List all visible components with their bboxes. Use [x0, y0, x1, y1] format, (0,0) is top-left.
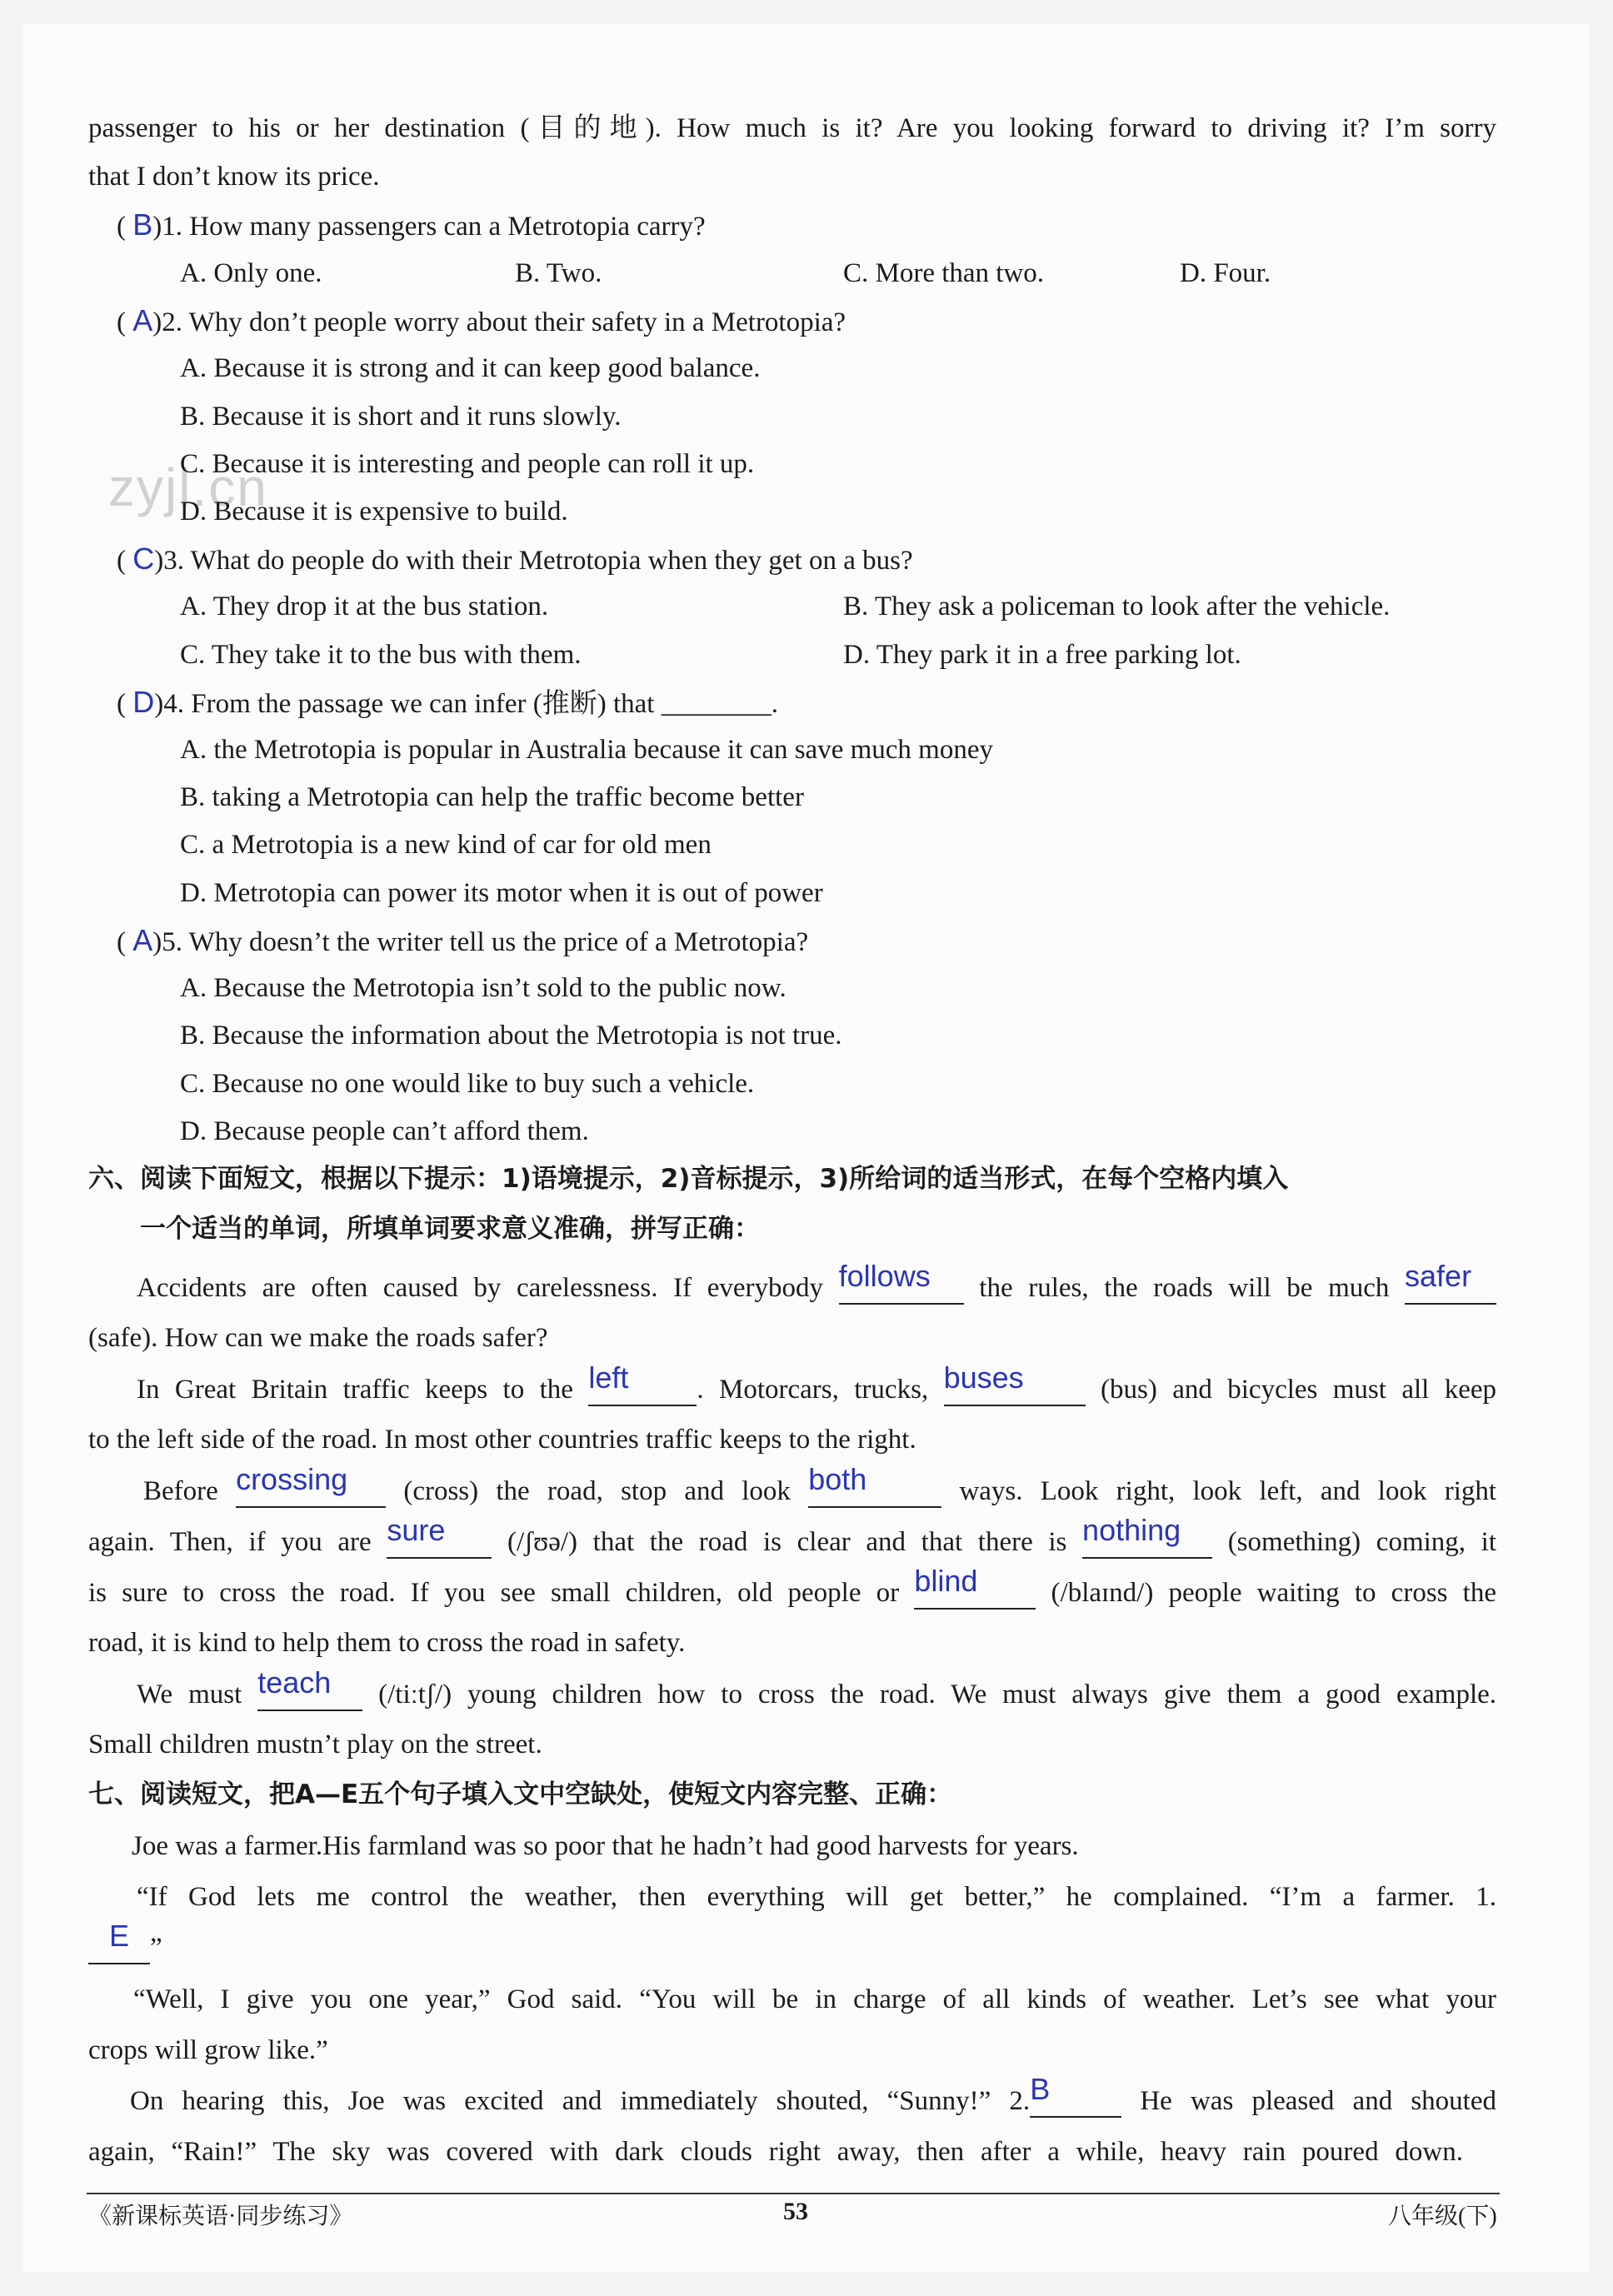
s7-text: ” — [150, 1933, 162, 1963]
q5-option-d: D. Because people can’t afford them. — [180, 1116, 589, 1146]
answer-sure: sure — [387, 1513, 446, 1547]
s6-text: ways. Look right, look left, and look right — [959, 1476, 1497, 1506]
question-2-stem: )2. Why don’t people worry about their safety in a Metrotopia? — [152, 307, 846, 337]
s6-text: In Great Britain traffic keeps to the — [137, 1375, 573, 1405]
watermark: zyjl.cn — [108, 457, 268, 517]
question-1-stem: )1. How many passengers can a Metrotopia carry? — [152, 212, 706, 242]
section-6-heading-1: 六、阅读下面短文，根据以下提示：1)语境提示，2)音标提示，3)所给词的适当形式，在每个空格内填入 — [88, 1164, 1289, 1194]
answer-left: left — [588, 1360, 629, 1395]
q2-option-b: B. Because it is short and it runs slowly. — [180, 402, 622, 432]
s6-line-8: road, it is kind to help them to cross the road in safety. — [88, 1628, 686, 1658]
s7-line-4: “Well, I give you one year,” God said. “You will be in charge of all kinds of weather. Let’s see what your — [133, 1984, 1496, 2014]
q3-option-d: D. They park it in a free parking lot. — [843, 640, 1241, 670]
footer-grade: 八年级(下) — [1388, 2204, 1497, 2229]
answer-3: C — [132, 542, 155, 576]
s6-line-9 — [137, 1665, 1497, 1711]
s7-text: He was pleased and shouted — [1140, 2086, 1496, 2116]
s6-text: (bus) and bicycles must all keep — [1100, 1375, 1497, 1405]
blank-follows — [838, 1259, 964, 1305]
question-5-stem: )5. Why doesn’t the writer tell us the price of a Metrotopia? — [152, 927, 809, 957]
intro-line-2: that I don’t know its price. — [88, 162, 380, 192]
blank-blind — [914, 1564, 1036, 1610]
s7-line-5: crops will grow like.” — [88, 2035, 328, 2065]
q5-option-a: A. Because the Metrotopia isn’t sold to the public now. — [180, 973, 787, 1003]
answer-blank-2: B — [1030, 2072, 1051, 2106]
s6-line-10: Small children mustn’t play on the street. — [88, 1729, 542, 1759]
blank-nothing — [1082, 1513, 1212, 1559]
blank-2 — [1030, 2072, 1121, 2118]
answer-crossing: crossing — [236, 1462, 348, 1496]
blank-both — [808, 1462, 941, 1508]
q4-option-b: B. taking a Metrotopia can help the traffic become better — [180, 782, 804, 812]
answer-blind: blind — [914, 1564, 978, 1598]
q4-option-c: C. a Metrotopia is a new kind of car for old men — [180, 830, 712, 860]
s7-line-2: “If God lets me control the weather, then everything will get better,” he complained. “I’m a farmer. 1. — [137, 1882, 1496, 1912]
question-1: ( B)1. How many passengers can a Metrotopia carry? — [117, 207, 706, 242]
question-5: ( A)5. Why doesn’t the writer tell us the price of a Metrotopia? — [117, 923, 809, 957]
s7-text: On hearing this, Joe was excited and immediately shouted, “Sunny!” 2. — [130, 2086, 1031, 2116]
question-4: ( D)4. From the passage we can infer (推断) that ________. — [117, 685, 778, 719]
answer-2: A — [132, 303, 153, 337]
page-number: 53 — [783, 2198, 808, 2225]
q3-option-c: C. They take it to the bus with them. — [180, 640, 582, 670]
s7-line-3 — [88, 1919, 162, 1964]
s6-text: (/ʃʊə/) that the road is clear and that there is — [507, 1527, 1067, 1557]
section-7-heading: 七、阅读短文，把A—E五个句子填入文中空缺处，使短文内容完整、正确： — [88, 1779, 953, 1809]
s6-line-1 — [137, 1259, 1496, 1305]
blank-1 — [88, 1919, 150, 1964]
q1-option-a: A. Only one. — [180, 258, 322, 288]
answer-5: A — [132, 923, 153, 957]
footer-book-title: 《新课标英语·同步练习》 — [88, 2204, 353, 2229]
question-2: ( A)2. Why don’t people worry about their safety in a Metrotopia? — [117, 303, 846, 337]
q1-option-c: C. More than two. — [843, 258, 1045, 288]
q1-option-d: D. Four. — [1180, 258, 1271, 288]
answer-buses: buses — [943, 1360, 1024, 1395]
q2-option-d: D. Because it is expensive to build. — [180, 497, 568, 527]
s6-text: again. Then, if you are — [88, 1527, 372, 1557]
question-3-stem: )3. What do people do with their Metrotopia when they get on a bus? — [154, 546, 913, 576]
q3-option-a: A. They drop it at the bus station. — [180, 591, 549, 621]
q1-option-b: B. Two. — [515, 258, 602, 288]
s6-text: Accidents are often caused by carelessness. If everybody — [137, 1273, 824, 1303]
intro-line-1: passenger to his or her destination (目的地). How much is it? Are you looking forward to driving it? I’m sorry — [88, 113, 1496, 143]
question-3: ( C)3. What do people do with their Metrotopia when they get on a bus? — [117, 542, 913, 576]
s7-line-7: again, “Rain!” The sky was covered with dark clouds right away, then after a while, heavy rain poured down. — [88, 2137, 1463, 2167]
answer-nothing: nothing — [1082, 1513, 1181, 1547]
s6-text: (something) coming, it — [1227, 1527, 1497, 1557]
s6-text: . Motorcars, trucks, — [697, 1375, 929, 1405]
answer-safer: safer — [1405, 1259, 1472, 1293]
s6-text: (cross) the road, stop and look — [403, 1476, 791, 1506]
s6-text: the rules, the roads will be much — [979, 1273, 1390, 1303]
q4-option-d: D. Metrotopia can power its motor when it is out of power — [180, 878, 823, 908]
footer-rule — [87, 2193, 1500, 2194]
q2-option-c: C. Because it is interesting and people can roll it up. — [180, 449, 755, 479]
blank-buses — [943, 1360, 1086, 1406]
s6-text: Before — [143, 1476, 218, 1506]
s6-text: We must — [137, 1680, 242, 1710]
s6-line-6 — [88, 1513, 1497, 1559]
answer-both: both — [808, 1462, 867, 1496]
s6-line-3 — [137, 1360, 1497, 1406]
s6-text: (/blaɪnd/) people waiting to cross the — [1051, 1578, 1496, 1608]
s6-text: is sure to cross the road. If you see small children, old people or — [88, 1578, 900, 1608]
blank-teach — [257, 1665, 362, 1711]
q2-option-a: A. Because it is strong and it can keep good balance. — [180, 353, 761, 383]
answer-teach: teach — [257, 1665, 332, 1700]
answer-4: D — [132, 685, 155, 719]
section-6-heading-2: 一个适当的单词，所填单词要求意义准确，拼写正确： — [140, 1214, 760, 1244]
answer-blank-1: E — [108, 1919, 129, 1953]
blank-crossing — [236, 1462, 386, 1508]
blank-left — [588, 1360, 697, 1406]
q4-option-a: A. the Metrotopia is popular in Australia because it can save much money — [180, 735, 993, 765]
q5-option-c: C. Because no one would like to buy such a vehicle. — [180, 1069, 755, 1099]
s6-text: (/tiːtʃ/) young children how to cross the road. We must always give them a good example. — [378, 1680, 1497, 1710]
q3-option-b: B. They ask a policeman to look after the vehicle. — [843, 591, 1391, 621]
s6-line-7 — [88, 1564, 1496, 1610]
blank-safer — [1405, 1259, 1496, 1305]
question-4-stem: )4. From the passage we can infer (推断) that ________. — [154, 689, 778, 719]
s7-line-6 — [130, 2072, 1496, 2118]
q5-option-b: B. Because the information about the Metrotopia is not true. — [180, 1021, 842, 1051]
s6-line-5 — [143, 1462, 1497, 1508]
answer-follows: follows — [838, 1259, 931, 1293]
answer-1: B — [132, 207, 153, 242]
s6-line-4: to the left side of the road. In most other countries traffic keeps to the right. — [88, 1425, 916, 1455]
s7-line-1: Joe was a farmer.His farmland was so poor that he hadn’t had good harvests for years. — [132, 1831, 1079, 1861]
s6-line-2: (safe). How can we make the roads safer? — [88, 1323, 548, 1353]
blank-sure — [387, 1513, 492, 1559]
